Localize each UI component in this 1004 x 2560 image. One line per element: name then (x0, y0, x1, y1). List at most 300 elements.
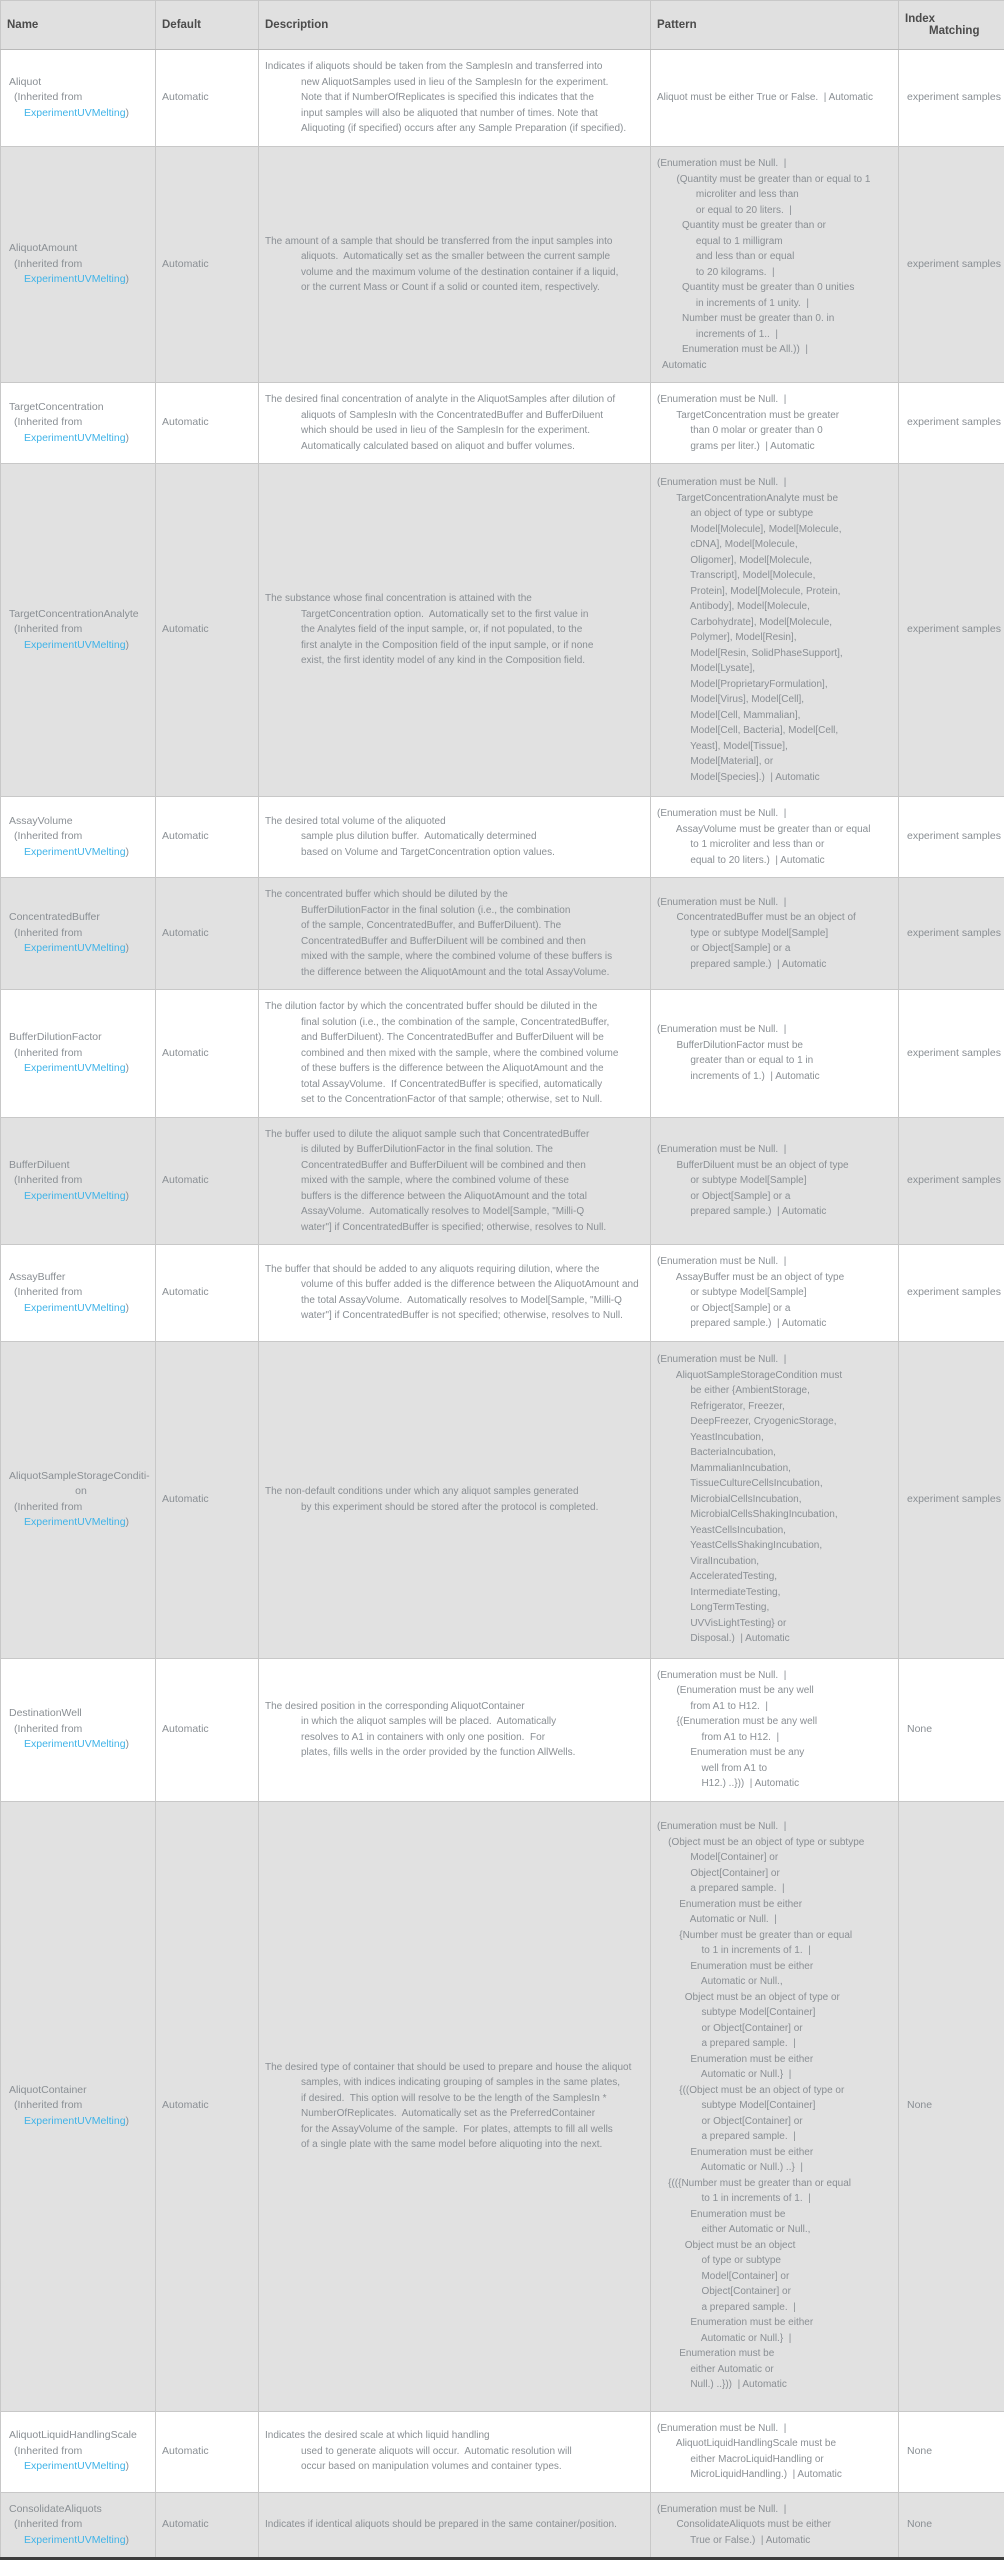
pattern-line: Model[Species].) | Automatic (657, 770, 896, 786)
description-line: set to the ConcentrationFactor of that sample; otherwise, set to Null. (265, 1092, 648, 1108)
inherited-link[interactable]: ExperimentUVMelting (24, 639, 126, 651)
pattern-line: Model[Molecule], Model[Molecule, (657, 522, 896, 538)
pattern-line: AcceleratedTesting, (657, 1569, 896, 1585)
option-name: AliquotContainer (7, 2083, 153, 2099)
pattern-line: (Enumeration must be Null. | (657, 475, 896, 491)
table-row (1, 1658, 1004, 1801)
inherited-from-text: (Inherited from (7, 622, 153, 638)
pattern-cell (651, 2411, 899, 2492)
pattern-line: Aliquot must be either True or False. | Automatic (657, 90, 896, 106)
index-matching-cell (899, 147, 1004, 383)
inherited-close-paren: ) (126, 1190, 130, 1202)
pattern-line: Model[Cell, Bacteria], Model[Cell, (657, 723, 896, 739)
pattern-line: TargetConcentration must be greater (657, 408, 896, 424)
inherited-close-paren: ) (126, 1516, 130, 1528)
description-line: Indicates the desired scale at which liquid handling (265, 2428, 648, 2444)
pattern-cell (651, 383, 899, 464)
inherited-close-paren: ) (126, 1062, 130, 1074)
table-row (1, 1341, 1004, 1658)
pattern-line: well from A1 to (657, 1761, 896, 1777)
pattern-line: and less than or equal (657, 249, 896, 265)
inherited-link[interactable]: ExperimentUVMelting (24, 2460, 126, 2472)
inherited-close-paren: ) (126, 942, 130, 954)
option-name-cell (1, 1341, 156, 1658)
description-line: Aliquoting (if specified) occurs after any Sample Preparation (if specified). (265, 121, 648, 137)
default-value: Automatic (162, 1722, 256, 1738)
pattern-line: Model[Lysate], (657, 661, 896, 677)
description-line: new AliquotSamples used in lieu of the SamplesIn for the experiment. (265, 75, 648, 91)
index-matching-cell (899, 464, 1004, 797)
inherited-close-paren: ) (126, 1738, 130, 1750)
description-line: Indicates if aliquots should be taken from the SamplesIn and transferred into (265, 59, 648, 75)
pattern-line: AssayVolume must be greater than or equal (657, 822, 896, 838)
option-name: on (7, 1484, 153, 1500)
pattern-line: (Enumeration must be Null. | (657, 1668, 896, 1684)
default-value: Automatic (162, 622, 256, 638)
pattern-line: Transcript], Model[Molecule, (657, 568, 896, 584)
inherited-from-line (7, 941, 153, 957)
description-line: ConcentratedBuffer and BufferDiluent will be combined and then (265, 1158, 648, 1174)
default-value: Automatic (162, 1046, 256, 1062)
option-name-cell (1, 464, 156, 797)
pattern-line: Antibody], Model[Molecule, (657, 599, 896, 615)
index-matching-value: None (905, 2517, 1002, 2533)
description-line: or the current Mass or Count if a solid or counted item, respectively. (265, 280, 648, 296)
inherited-link[interactable]: ExperimentUVMelting (24, 2534, 126, 2546)
header-name: Name (1, 1, 156, 50)
description-line: plates, fills wells in the order provided by the function AllWells. (265, 1745, 648, 1761)
option-name: AliquotAmount (7, 241, 153, 257)
pattern-cell (651, 797, 899, 878)
description-cell (259, 1341, 651, 1658)
table-row (1, 990, 1004, 1118)
pattern-line: Model[Resin, SolidPhaseSupport], (657, 646, 896, 662)
inherited-from-line (7, 2533, 153, 2549)
inherited-close-paren: ) (126, 2460, 130, 2472)
pattern-line: Enumeration must be either (657, 2052, 896, 2068)
pattern-line: Yeast], Model[Tissue], (657, 739, 896, 755)
default-value: Automatic (162, 415, 256, 431)
pattern-line: DeepFreezer, CryogenicStorage, (657, 1414, 896, 1430)
description-cell (259, 147, 651, 383)
pattern-line: Model[Container] or (657, 2269, 896, 2285)
description-line: in which the aliquot samples will be placed. Automatically (265, 1714, 648, 1730)
inherited-link[interactable]: ExperimentUVMelting (24, 1190, 126, 1202)
inherited-link[interactable]: ExperimentUVMelting (24, 432, 126, 444)
pattern-line: LongTermTesting, (657, 1600, 896, 1616)
header-row (1, 1, 1004, 50)
option-name-cell (1, 1801, 156, 2411)
pattern-line: (Enumeration must be Null. | (657, 1142, 896, 1158)
inherited-link[interactable]: ExperimentUVMelting (24, 2115, 126, 2127)
pattern-line: Enumeration must be (657, 2346, 896, 2362)
description-cell (259, 2492, 651, 2559)
pattern-line: (Enumeration must be any well (657, 1683, 896, 1699)
inherited-from-line (7, 272, 153, 288)
inherited-from-line (7, 638, 153, 654)
pattern-line: Refrigerator, Freezer, (657, 1399, 896, 1415)
inherited-link[interactable]: ExperimentUVMelting (24, 273, 126, 285)
description-cell (259, 1658, 651, 1801)
option-name-cell (1, 147, 156, 383)
pattern-cell (651, 878, 899, 990)
table-row (1, 464, 1004, 797)
default-value: Automatic (162, 1173, 256, 1189)
pattern-line: cDNA], Model[Molecule, (657, 537, 896, 553)
pattern-line: Carbohydrate], Model[Molecule, (657, 615, 896, 631)
default-value: Automatic (162, 90, 256, 106)
inherited-link[interactable]: ExperimentUVMelting (24, 1738, 126, 1750)
option-name-cell (1, 383, 156, 464)
index-matching-cell (899, 1117, 1004, 1245)
default-value: Automatic (162, 2517, 256, 2533)
description-line: buffers is the difference between the AliquotAmount and the total (265, 1189, 648, 1205)
inherited-from-text: (Inherited from (7, 926, 153, 942)
pattern-line: ConcentratedBuffer must be an object of (657, 910, 896, 926)
inherited-from-line (7, 1301, 153, 1317)
pattern-line: to 1 microliter and less than or (657, 837, 896, 853)
pattern-line: MicrobialCellsShakingIncubation, (657, 1507, 896, 1523)
pattern-line: Enumeration must be either (657, 1897, 896, 1913)
description-line: NumberOfReplicates. Automatically set as the PreferredContainer (265, 2106, 648, 2122)
description-line: total AssayVolume. If ConcentratedBuffer is specified, automatically (265, 1077, 648, 1093)
pattern-line: Enumeration must be either (657, 1959, 896, 1975)
inherited-from-text: (Inherited from (7, 1173, 153, 1189)
pattern-line: (Enumeration must be Null. | (657, 1254, 896, 1270)
pattern-line: Model[Virus], Model[Cell], (657, 692, 896, 708)
inherited-link[interactable]: ExperimentUVMelting (24, 1516, 126, 1528)
option-name-cell (1, 878, 156, 990)
pattern-line: subtype Model[Container] (657, 2098, 896, 2114)
index-matching-cell (899, 1658, 1004, 1801)
pattern-line: {(Enumeration must be any well (657, 1714, 896, 1730)
default-value-cell (156, 50, 259, 147)
index-matching-value: experiment samples (905, 926, 1002, 942)
default-value: Automatic (162, 257, 256, 273)
inherited-from-text: (Inherited from (7, 1722, 153, 1738)
description-line: the difference between the AliquotAmount and the total AssayVolume. (265, 965, 648, 981)
inherited-from-text: (Inherited from (7, 1500, 153, 1516)
inherited-link[interactable]: ExperimentUVMelting (24, 1062, 126, 1074)
inherited-link[interactable]: ExperimentUVMelting (24, 846, 126, 858)
pattern-line: than 0 molar or greater than 0 (657, 423, 896, 439)
pattern-line: (Enumeration must be Null. | (657, 2421, 896, 2437)
pattern-line: prepared sample.) | Automatic (657, 957, 896, 973)
pattern-line: or Object[Container] or (657, 2021, 896, 2037)
pattern-line: (Enumeration must be Null. | (657, 392, 896, 408)
pattern-line: increments of 1.) | Automatic (657, 1069, 896, 1085)
option-name-cell (1, 1658, 156, 1801)
inherited-from-line (7, 106, 153, 122)
pattern-line: grams per liter.) | Automatic (657, 439, 896, 455)
option-name-cell (1, 1117, 156, 1245)
pattern-line: TargetConcentrationAnalyte must be (657, 491, 896, 507)
default-value-cell (156, 464, 259, 797)
pattern-line: BufferDiluent must be an object of type (657, 1158, 896, 1174)
inherited-from-line (7, 2114, 153, 2130)
pattern-line: type or subtype Model[Sample] (657, 926, 896, 942)
description-line: The substance whose final concentration is attained with the (265, 591, 648, 607)
pattern-line: subtype Model[Container] (657, 2005, 896, 2021)
pattern-line: H12.) ..})) | Automatic (657, 1776, 896, 1792)
inherited-link[interactable]: ExperimentUVMelting (24, 1302, 126, 1314)
pattern-line: equal to 20 liters.) | Automatic (657, 853, 896, 869)
pattern-line: a prepared sample. | (657, 2129, 896, 2145)
table-row (1, 2411, 1004, 2492)
pattern-line: YeastCellsShakingIncubation, (657, 1538, 896, 1554)
description-line: aliquots of SamplesIn with the ConcentratedBuffer and BufferDiluent (265, 408, 648, 424)
option-name-cell (1, 50, 156, 147)
pattern-line: increments of 1.. | (657, 327, 896, 343)
header-index-line2: Matching (905, 25, 1002, 37)
pattern-line: MicrobialCellsIncubation, (657, 1492, 896, 1508)
description-line: volume of this buffer added is the difference between the AliquotAmount and (265, 1277, 648, 1293)
description-line: The desired final concentration of analyte in the AliquotSamples after dilution of (265, 392, 648, 408)
pattern-line: either MacroLiquidHandling or (657, 2452, 896, 2468)
pattern-line: to 1 in increments of 1. | (657, 1943, 896, 1959)
description-line: The non-default conditions under which any aliquot samples generated (265, 1484, 648, 1500)
pattern-line: a prepared sample. | (657, 2300, 896, 2316)
option-name: AssayBuffer (7, 1270, 153, 1286)
pattern-line: True or False.) | Automatic (657, 2533, 896, 2549)
pattern-line: Automatic or Null.} | (657, 2067, 896, 2083)
description-cell (259, 1801, 651, 2411)
index-matching-cell (899, 50, 1004, 147)
pattern-line: Enumeration must be (657, 2207, 896, 2223)
description-line: if desired. This option will resolve to be the length of the SamplesIn * (265, 2091, 648, 2107)
description-line: of the sample, ConcentratedBuffer, and BufferDiluent). The (265, 918, 648, 934)
description-line: which should be used in lieu of the SamplesIn for the experiment. (265, 423, 648, 439)
pattern-line: {Number must be greater than or equal (657, 1928, 896, 1944)
description-cell (259, 464, 651, 797)
pattern-line: a prepared sample. | (657, 2036, 896, 2052)
option-name: DestinationWell (7, 1706, 153, 1722)
option-name-cell (1, 1245, 156, 1342)
description-cell (259, 878, 651, 990)
option-name: BufferDiluent (7, 1158, 153, 1174)
pattern-line: Polymer], Model[Resin], (657, 630, 896, 646)
pattern-line: Model[ProprietaryFormulation], (657, 677, 896, 693)
inherited-close-paren: ) (126, 273, 130, 285)
pattern-line: (Enumeration must be Null. | (657, 895, 896, 911)
description-cell (259, 990, 651, 1118)
inherited-from-line (7, 2459, 153, 2475)
description-line: aliquots. Automatically set as the smaller between the current sample (265, 249, 648, 265)
description-line: The concentrated buffer which should be diluted by the (265, 887, 648, 903)
pattern-line: or Object[Container] or (657, 2114, 896, 2130)
inherited-close-paren: ) (126, 639, 130, 651)
index-matching-cell (899, 2492, 1004, 2559)
pattern-line: (Enumeration must be Null. | (657, 2502, 896, 2518)
pattern-line: from A1 to H12. | (657, 1699, 896, 1715)
pattern-line: Object must be an object (657, 2238, 896, 2254)
pattern-line: or equal to 20 liters. | (657, 203, 896, 219)
pattern-line: greater than or equal to 1 in (657, 1053, 896, 1069)
table-row (1, 1117, 1004, 1245)
pattern-line: Automatic or Null.) ..} | (657, 2160, 896, 2176)
description-line: is diluted by BufferDilutionFactor in the final solution. The (265, 1142, 648, 1158)
pattern-line: UVVisLightTesting} or (657, 1616, 896, 1632)
description-cell (259, 1117, 651, 1245)
pattern-cell (651, 1801, 899, 2411)
inherited-close-paren: ) (126, 432, 130, 444)
option-name-cell (1, 797, 156, 878)
table-row (1, 1245, 1004, 1342)
pattern-line: either Automatic or (657, 2362, 896, 2378)
inherited-from-text: (Inherited from (7, 415, 153, 431)
description-line: The desired total volume of the aliquoted (265, 814, 648, 830)
index-matching-value: experiment samples (905, 622, 1002, 638)
default-value-cell (156, 1245, 259, 1342)
pattern-line: (Enumeration must be Null. | (657, 156, 896, 172)
pattern-line: Enumeration must be either (657, 2145, 896, 2161)
default-value: Automatic (162, 1492, 256, 1508)
pattern-line: or Object[Sample] or a (657, 1189, 896, 1205)
pattern-line: Model[Material], or (657, 754, 896, 770)
description-line: The dilution factor by which the concentrated buffer should be diluted in the (265, 999, 648, 1015)
description-line: of these buffers is the difference between the AliquotAmount and the (265, 1061, 648, 1077)
pattern-line: (Quantity must be greater than or equal to 1 (657, 172, 896, 188)
description-cell (259, 797, 651, 878)
pattern-line: of type or subtype (657, 2253, 896, 2269)
inherited-close-paren: ) (126, 2115, 130, 2127)
description-line: the total AssayVolume. Automatically resolves to Model[Sample, "Milli-Q (265, 1293, 648, 1309)
pattern-line: to 1 in increments of 1. | (657, 2191, 896, 2207)
default-value: Automatic (162, 829, 256, 845)
pattern-line: Automatic or Null. | (657, 1912, 896, 1928)
default-value-cell (156, 1117, 259, 1245)
pattern-line: Automatic or Null.} | (657, 2331, 896, 2347)
pattern-line: either Automatic or Null., (657, 2222, 896, 2238)
option-name: ConsolidateAliquots (7, 2502, 153, 2518)
pattern-line: microliter and less than (657, 187, 896, 203)
pattern-line: a prepared sample. | (657, 1881, 896, 1897)
pattern-line: {(({Number must be greater than or equal (657, 2176, 896, 2192)
pattern-line: ConsolidateAliquots must be either (657, 2517, 896, 2533)
pattern-cell (651, 1658, 899, 1801)
pattern-line: AliquotLiquidHandlingScale must be (657, 2436, 896, 2452)
pattern-line: YeastCellsIncubation, (657, 1523, 896, 1539)
option-name: AliquotLiquidHandlingScale (7, 2428, 153, 2444)
description-cell (259, 1245, 651, 1342)
description-line: The amount of a sample that should be transferred from the input samples into (265, 234, 648, 250)
default-value: Automatic (162, 2444, 256, 2460)
pattern-line: to 20 kilograms. | (657, 265, 896, 281)
index-matching-cell (899, 797, 1004, 878)
index-matching-cell (899, 878, 1004, 990)
inherited-from-line (7, 1061, 153, 1077)
pattern-line: prepared sample.) | Automatic (657, 1204, 896, 1220)
pattern-line: Model[Cell, Mammalian], (657, 708, 896, 724)
index-matching-cell (899, 1341, 1004, 1658)
description-line: volume and the maximum volume of the destination container if a liquid, (265, 265, 648, 281)
pattern-line: YeastIncubation, (657, 1430, 896, 1446)
default-value-cell (156, 797, 259, 878)
description-line: Note that if NumberOfReplicates is specified this indicates that the (265, 90, 648, 106)
pattern-cell (651, 464, 899, 797)
table-row (1, 147, 1004, 383)
description-line: sample plus dilution buffer. Automatically determined (265, 829, 648, 845)
default-value-cell (156, 1341, 259, 1658)
inherited-from-line (7, 1737, 153, 1753)
description-line: input samples will also be aliquoted that number of times. Note that (265, 106, 648, 122)
description-line: final solution (i.e., the combination of the sample, ConcentratedBuffer, (265, 1015, 648, 1031)
pattern-line: IntermediateTesting, (657, 1585, 896, 1601)
option-name-cell (1, 2492, 156, 2559)
index-matching-value: experiment samples (905, 257, 1002, 273)
index-matching-value: experiment samples (905, 1285, 1002, 1301)
header-description: Description (259, 1, 651, 50)
description-line: water"] if ConcentratedBuffer is not specified; otherwise, resolves to Null. (265, 1308, 648, 1324)
pattern-line: or Object[Sample] or a (657, 1301, 896, 1317)
description-line: occur based on manipulation volumes and container types. (265, 2459, 648, 2475)
index-matching-value: experiment samples (905, 829, 1002, 845)
description-cell (259, 383, 651, 464)
description-line: AssayVolume. Automatically resolves to Model[Sample, "Milli-Q (265, 1204, 648, 1220)
pattern-line: be either {AmbientStorage, (657, 1383, 896, 1399)
description-line: The desired position in the corresponding AliquotContainer (265, 1699, 648, 1715)
default-value-cell (156, 383, 259, 464)
pattern-cell (651, 1245, 899, 1342)
index-matching-value: None (905, 2098, 1002, 2114)
pattern-line: equal to 1 milligram (657, 234, 896, 250)
pattern-line: ViralIncubation, (657, 1554, 896, 1570)
inherited-link[interactable]: ExperimentUVMelting (24, 942, 126, 954)
pattern-line: or subtype Model[Sample] (657, 1173, 896, 1189)
inherited-close-paren: ) (126, 107, 130, 119)
pattern-line: MammalianIncubation, (657, 1461, 896, 1477)
pattern-line: Enumeration must be either (657, 2315, 896, 2331)
description-cell (259, 50, 651, 147)
header-index-matching (899, 1, 1004, 50)
index-matching-value: experiment samples (905, 415, 1002, 431)
description-line: The buffer used to dilute the aliquot sample such that ConcentratedBuffer (265, 1127, 648, 1143)
pattern-line: Quantity must be greater than or (657, 218, 896, 234)
index-matching-value: None (905, 2444, 1002, 2460)
description-line: ConcentratedBuffer and BufferDiluent will be combined and then (265, 934, 648, 950)
index-matching-cell (899, 1801, 1004, 2411)
pattern-line: AssayBuffer must be an object of type (657, 1270, 896, 1286)
pattern-line: or Object[Sample] or a (657, 941, 896, 957)
default-value: Automatic (162, 1285, 256, 1301)
header-pattern: Pattern (651, 1, 899, 50)
pattern-line: Null.) ..})) | Automatic (657, 2377, 896, 2393)
pattern-line: Quantity must be greater than 0 unities (657, 280, 896, 296)
option-name-cell (1, 2411, 156, 2492)
pattern-line: (Enumeration must be Null. | (657, 1352, 896, 1368)
pattern-line: (Enumeration must be Null. | (657, 1819, 896, 1835)
pattern-line: (Enumeration must be Null. | (657, 1022, 896, 1038)
inherited-link[interactable]: ExperimentUVMelting (24, 107, 126, 119)
inherited-close-paren: ) (126, 846, 130, 858)
pattern-line: in increments of 1 unity. | (657, 296, 896, 312)
inherited-close-paren: ) (126, 1302, 130, 1314)
option-name: AliquotSampleStorageConditi- (7, 1469, 153, 1485)
description-line: TargetConcentration option. Automatically set to the first value in (265, 607, 648, 623)
index-matching-value: experiment samples (905, 90, 1002, 106)
pattern-line: BacteriaIncubation, (657, 1445, 896, 1461)
pattern-line: Oligomer], Model[Molecule, (657, 553, 896, 569)
inherited-from-text: (Inherited from (7, 2517, 153, 2533)
description-line: The desired type of container that should be used to prepare and house the aliquot (265, 2060, 648, 2076)
table-row (1, 1801, 1004, 2411)
inherited-from-line (7, 1515, 153, 1531)
pattern-line: Enumeration must be All.)) | (657, 342, 896, 358)
pattern-line: prepared sample.) | Automatic (657, 1316, 896, 1332)
header-default: Default (156, 1, 259, 50)
table-row (1, 50, 1004, 147)
pattern-line: {((Object must be an object of type or (657, 2083, 896, 2099)
